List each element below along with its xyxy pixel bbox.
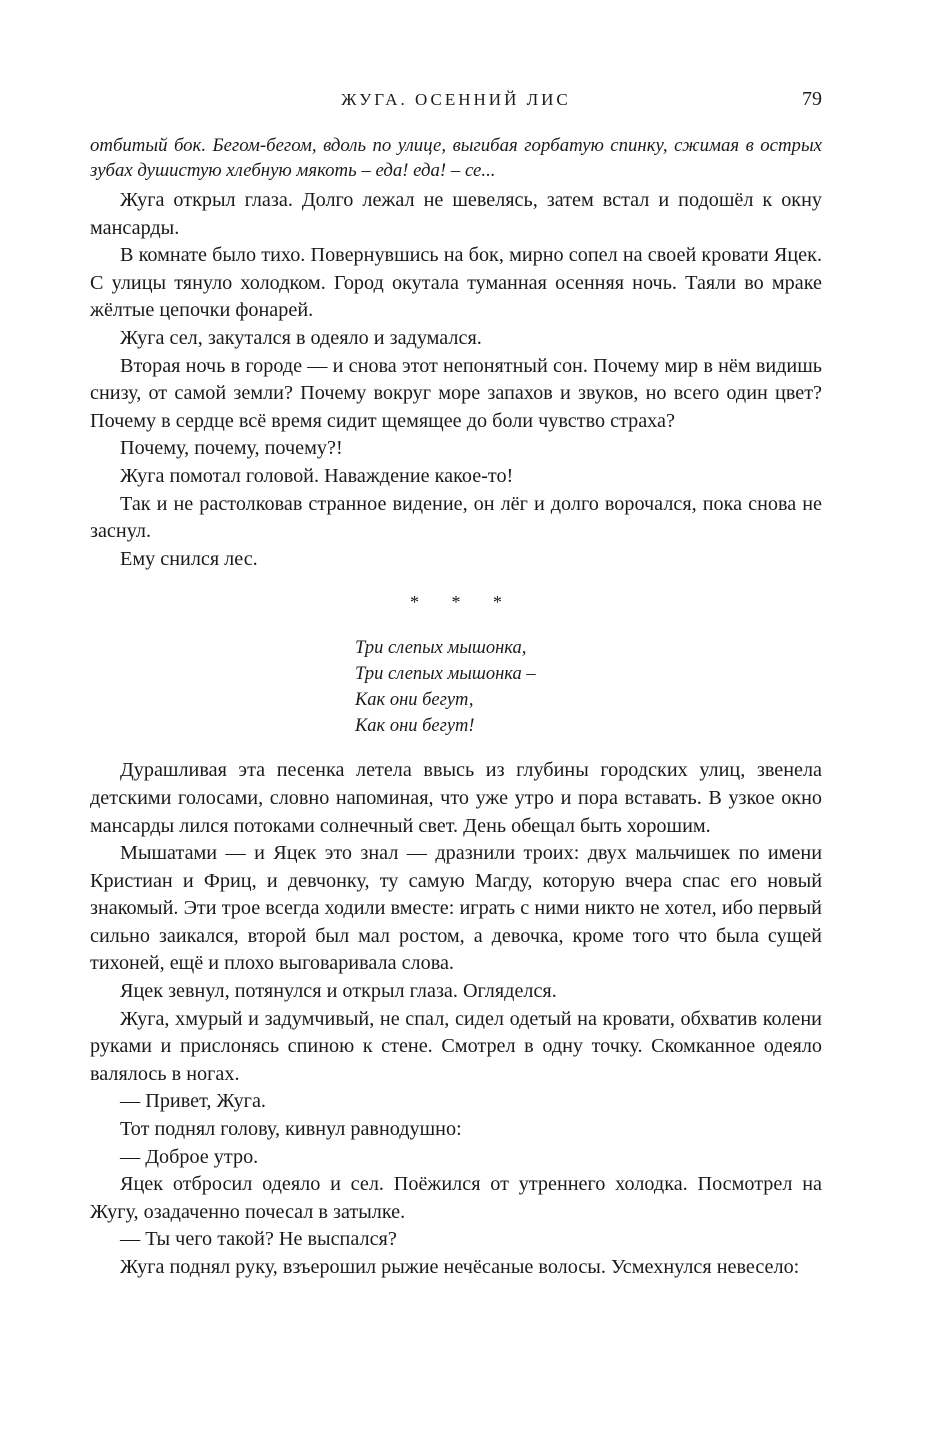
paragraph: Тот поднял голову, кивнул равнодушно: <box>120 1118 462 1141</box>
paragraph: Вторая ночь в городе — и снова этот непонятный сон. Почему мир в нём видишь снизу, от самой земли? Почему вокруг море запахов и звуков, но всего один цвет? Почему в сердце всё время сидит щемящее до боли чувство страха? <box>90 354 822 432</box>
dialogue-line: — Привет, Жуга. <box>120 1090 266 1113</box>
paragraph: Ему снился лес. <box>120 547 258 570</box>
poem-line: Как они бегут! <box>355 716 475 737</box>
italic-intro-paragraph: отбитый бок. Бегом-бегом, вдоль по улице, выгибая горбатую спинку, сжимая в острых зубах душистую хлебную мякоть – еда! еда! – се... <box>90 135 822 181</box>
page-number: 79 <box>802 88 822 110</box>
running-head <box>90 86 822 114</box>
dialogue-line: — Доброе утро. <box>120 1145 259 1168</box>
paragraph: Жуга открыл глаза. Долго лежал не шевелясь, затем встал и подошёл к окну мансарды. <box>90 189 822 239</box>
paragraph: В комнате было тихо. Повернувшись на бок, мирно сопел на своей кровати Яцек. С улицы тянуло холодком. Город окутала туманная осенняя ночь. Таяли во мраке жёлтые цепочки фонарей. <box>90 244 822 322</box>
paragraph: Почему, почему, почему?! <box>120 437 343 460</box>
poem-line: Три слепых мышонка, <box>355 638 527 659</box>
paragraph: Яцек зевнул, потянулся и открыл глаза. Огляделся. <box>120 980 557 1003</box>
paragraph: Яцек отбросил одеяло и сел. Поёжился от утреннего холодка. Посмотрел на Жугу, озадаченно почесал в затылке. <box>90 1173 822 1223</box>
poem-epigraph <box>355 635 822 739</box>
section-separator: * * * <box>410 592 516 613</box>
paragraph: Мышатами — и Яцек это знал — дразнили троих: двух мальчишек по имени Кристиан и Фриц, и девчонку, ту самую Магду, которую вчера спас его новый знакомый. Эти трое всегда ходили вместе: играть с ними никто не хотел, ибо первый сильно заикался, второй был мал ростом, а девочка, кроме того что была сущей тихоней, ещё и плохо выговаривала слова. <box>90 842 822 975</box>
paragraph: Жуга сел, закутался в одеяло и задумался. <box>120 326 482 349</box>
paragraph: Так и не растолковав странное видение, он лёг и долго ворочался, пока снова не заснул. <box>90 492 822 543</box>
paragraph: Жуга помотал головой. Наваждение какое-то! <box>120 464 514 487</box>
body-text <box>90 133 822 1282</box>
poem-line: Как они бегут, <box>355 690 474 711</box>
paragraph: Жуга, хмурый и задумчивый, не спал, сидел одетый на кровати, обхватив колени руками и прислонясь спиною к стене. Смотрел в одну точку. Скомканное одеяло валялось в ногах. <box>90 1007 822 1085</box>
running-title: ЖУГА. ОСЕННИЙ ЛИС <box>341 90 571 109</box>
paragraph: Дурашливая эта песенка летела ввысь из глубины городских улиц, звенела детскими голосами, словно напоминая, что уже утро и пора вставать. В узкое окно мансарды лился потоками солнечный свет. День обещал быть хорошим. <box>90 759 822 837</box>
poem-line: Три слепых мышонка – <box>355 664 536 685</box>
paragraph: Жуга поднял руку, взъерошил рыжие нечёсаные волосы. Усмехнулся невесело: <box>120 1256 800 1278</box>
book-page <box>90 0 822 1447</box>
dialogue-line: — Ты чего такой? Не выспался? <box>120 1228 397 1251</box>
